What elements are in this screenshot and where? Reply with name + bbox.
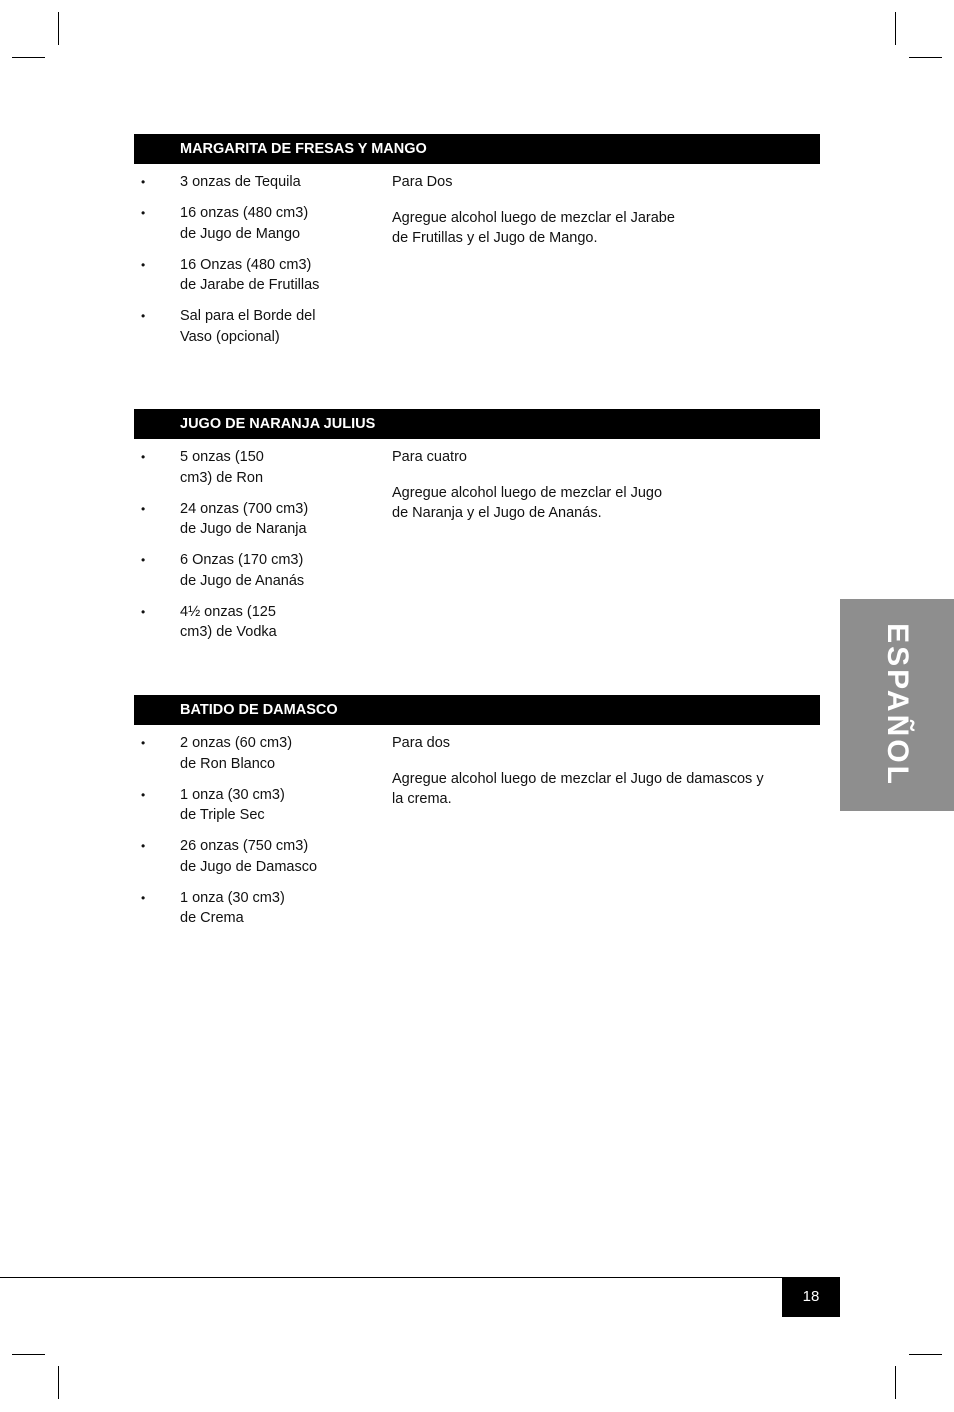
ingredient-text: cm3) de Ron <box>180 469 264 486</box>
crop-mark <box>12 57 45 58</box>
recipe-section <box>134 409 820 640</box>
crop-mark <box>895 1366 896 1399</box>
ingredient-text: Sal para el Borde del <box>180 308 316 324</box>
bullet-icon: • <box>141 736 146 750</box>
instructions-text: Agregue alcohol luego de mezclar el Jugo de damascos y <box>392 770 764 787</box>
page-number: 18 <box>782 1277 840 1317</box>
ingredient-text: 1 onza (30 cm3) <box>180 786 285 803</box>
instructions-text: la crema. <box>392 791 452 807</box>
ingredient-text: 1 onza (30 cm3) <box>180 889 285 906</box>
ingredient-item <box>134 836 374 877</box>
bullet-icon: • <box>141 206 146 220</box>
ingredient-text: 16 Onzas (480 cm3) <box>180 256 312 273</box>
servings-text: Para Dos <box>392 174 453 190</box>
footer-divider <box>0 1277 840 1278</box>
ingredient-text: 3 onzas de Tequila <box>180 174 301 190</box>
ingredient-text: 5 onzas (150 <box>180 449 264 465</box>
language-tab <box>840 599 954 811</box>
recipe-notes <box>392 447 812 524</box>
crop-mark <box>909 57 942 58</box>
ingredient-text: de Jarabe de Frutillas <box>180 277 320 293</box>
crop-mark <box>58 12 59 45</box>
crop-mark <box>909 1354 942 1355</box>
bullet-icon: • <box>141 450 146 464</box>
instructions-text: de Naranja y el Jugo de Ananás. <box>392 505 602 521</box>
ingredient-item <box>134 447 374 488</box>
crop-mark <box>12 1354 45 1355</box>
ingredient-text: de Jugo de Damasco <box>180 858 318 875</box>
bullet-icon: • <box>141 839 146 853</box>
servings-text: Para dos <box>392 735 451 751</box>
ingredient-text: 2 onzas (60 cm3) <box>180 735 293 751</box>
recipe-notes <box>392 733 812 810</box>
bullet-icon: • <box>141 553 146 567</box>
bullet-icon: • <box>141 257 146 272</box>
ingredient-text: 4½ onzas (125 <box>180 603 276 620</box>
bullet-icon: • <box>141 890 146 905</box>
ingredient-text: 16 onzas (480 cm3) <box>180 205 309 221</box>
ingredient-item <box>134 499 374 540</box>
ingredient-item <box>134 306 374 347</box>
ingredient-text: de Jugo de Naranja <box>180 521 307 537</box>
ingredient-text: 6 Onzas (170 cm3) <box>180 552 304 568</box>
crop-mark <box>58 1366 59 1399</box>
ingredient-text: de Crema <box>180 910 244 926</box>
bullet-icon: • <box>141 501 146 516</box>
language-tab-label: ESPAÑOL <box>881 623 914 787</box>
instructions-text: Agregue alcohol luego de mezclar el Jugo <box>392 484 663 501</box>
ingredient-list <box>134 172 374 358</box>
ingredient-text: de Triple Sec <box>180 807 265 823</box>
recipe-title: JUGO DE NARANJA JULIUS <box>134 409 820 439</box>
ingredient-item <box>134 785 374 826</box>
instructions-text: Agregue alcohol luego de mezclar el Jarabe <box>392 209 675 226</box>
ingredient-text: 26 onzas (750 cm3) <box>180 838 309 854</box>
ingredient-list <box>134 447 374 653</box>
recipe-notes <box>392 172 812 249</box>
ingredient-text: 24 onzas (700 cm3) <box>180 500 309 517</box>
instructions-text: de Frutillas y el Jugo de Mango. <box>392 230 598 246</box>
bullet-icon: • <box>141 309 146 323</box>
crop-mark <box>895 12 896 45</box>
ingredient-item <box>134 888 374 929</box>
ingredient-list <box>134 733 374 939</box>
recipe-title: MARGARITA DE FRESAS Y MANGO <box>134 134 820 164</box>
bullet-icon: • <box>141 604 146 619</box>
ingredient-item <box>134 203 374 244</box>
ingredient-text: de Ron Blanco <box>180 755 276 772</box>
servings-text: Para cuatro <box>392 449 467 465</box>
recipe-section <box>134 134 820 345</box>
recipe-section <box>134 695 820 926</box>
bullet-icon: • <box>141 787 146 802</box>
ingredient-text: de Jugo de Mango <box>180 225 301 242</box>
ingredient-item <box>134 550 374 591</box>
recipe-title: BATIDO DE DAMASCO <box>134 695 820 725</box>
ingredient-text: Vaso (opcional) <box>180 328 280 345</box>
bullet-icon: • <box>141 175 146 189</box>
ingredient-item <box>134 733 374 774</box>
ingredient-item <box>134 602 374 643</box>
ingredient-item <box>134 255 374 296</box>
ingredient-text: de Jugo de Ananás <box>180 572 305 589</box>
ingredient-text: cm3) de Vodka <box>180 624 277 640</box>
ingredient-item <box>134 172 374 193</box>
